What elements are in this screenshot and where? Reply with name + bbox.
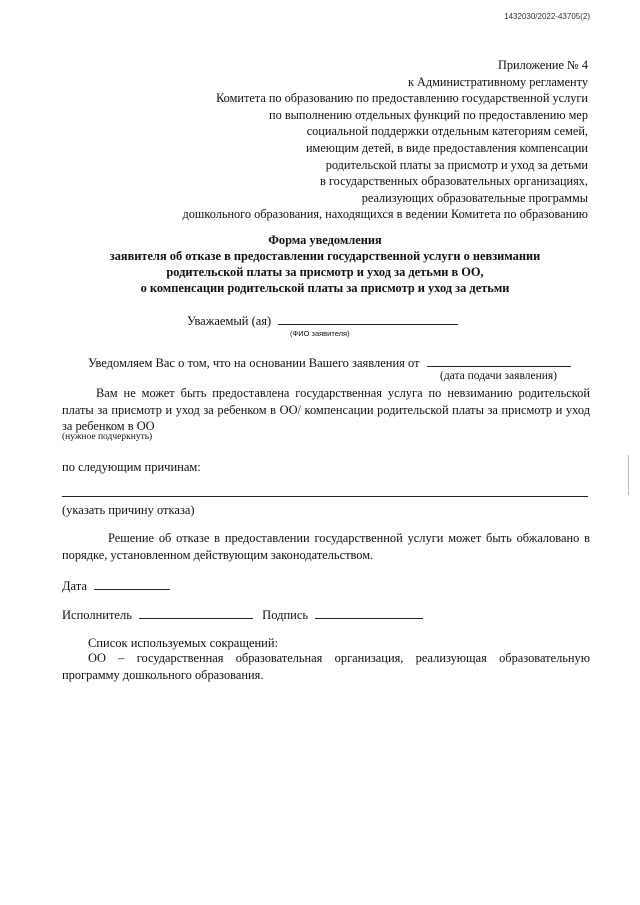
- greeting-row: [187, 312, 458, 329]
- appendix-line: родительской платы за присмотр и уход за детьми: [325, 157, 588, 172]
- form-title: [60, 232, 590, 296]
- underline-hint: (нужное подчеркнуть): [62, 432, 153, 442]
- appendix-line: к Административному регламенту: [407, 74, 588, 89]
- form-title-line: заявителя об отказе в предоставлении государственной услуги о невзимании: [109, 249, 541, 263]
- appendix-line: имеющим детей, в виде предоставления компенсации: [305, 140, 588, 155]
- form-title-line: о компенсации родительской платы за присмотр и уход за детьми: [140, 281, 510, 295]
- refusal-reason-field[interactable]: [62, 496, 588, 497]
- appendix-line: Комитета по образованию по предоставлению государственной услуги: [216, 91, 588, 106]
- reason-hint: (указать причину отказа): [62, 503, 195, 517]
- appendix-line: Приложение № 4: [497, 58, 588, 72]
- appendix-line: реализующих образовательные программы: [361, 190, 588, 205]
- appeal-paragraph: Решение об отказе в предоставлении государственной услуги может быть обжаловано в порядке, установленном действующим законодательством.: [62, 531, 590, 562]
- greeting-label: Уважаемый (ая): [187, 314, 272, 328]
- appendix-header: [68, 57, 588, 223]
- executor-label: Исполнитель: [62, 608, 132, 622]
- signature-row: [62, 606, 423, 623]
- greeting-hint: (ФИО заявителя): [290, 329, 350, 338]
- appendix-line: дошкольного образования, находящихся в ведении Комитета по образованию: [182, 207, 588, 222]
- signature-field[interactable]: [315, 606, 423, 619]
- appendix-line: социальной поддержки отдельным категориям семей,: [306, 124, 588, 139]
- date-field[interactable]: [94, 577, 170, 590]
- date-row: [62, 577, 170, 594]
- document-number: 1432030/2022-43705(2): [504, 12, 590, 21]
- applicant-name-field[interactable]: [278, 312, 458, 325]
- application-date-field[interactable]: [427, 354, 571, 367]
- date-label: Дата: [62, 579, 87, 593]
- notify-hint: (дата подачи заявления): [440, 370, 557, 382]
- scan-edge-mark: [628, 455, 629, 495]
- notify-text: Уведомляем Вас о том, что на основании Вашего заявления от: [88, 356, 420, 370]
- appendix-line: в государственных образовательных организациях,: [320, 174, 588, 189]
- abbreviations-text: ОО – государственная образовательная организация, реализующая образовательную программу дошкольного образования.: [62, 651, 590, 682]
- refusal-paragraph: Вам не может быть предоставлена государственная услуга по невзиманию родительской платы за присмотр и уход за ребенком в ОО/ компенсации родительской платы за присмотр и уход за ребенком в ОО: [62, 386, 590, 433]
- executor-field[interactable]: [139, 606, 253, 619]
- abbreviations-title: Список используемых сокращений:: [88, 636, 279, 650]
- reasons-label: по следующим причинам:: [62, 460, 201, 474]
- form-title-line: родительской платы за присмотр и уход за детьми в ОО,: [166, 265, 484, 279]
- notify-row: [88, 354, 571, 371]
- signature-label: Подпись: [262, 608, 309, 622]
- form-title-line: Форма уведомления: [268, 233, 382, 247]
- appendix-line: по выполнению отдельных функций по предоставлению мер: [269, 107, 588, 122]
